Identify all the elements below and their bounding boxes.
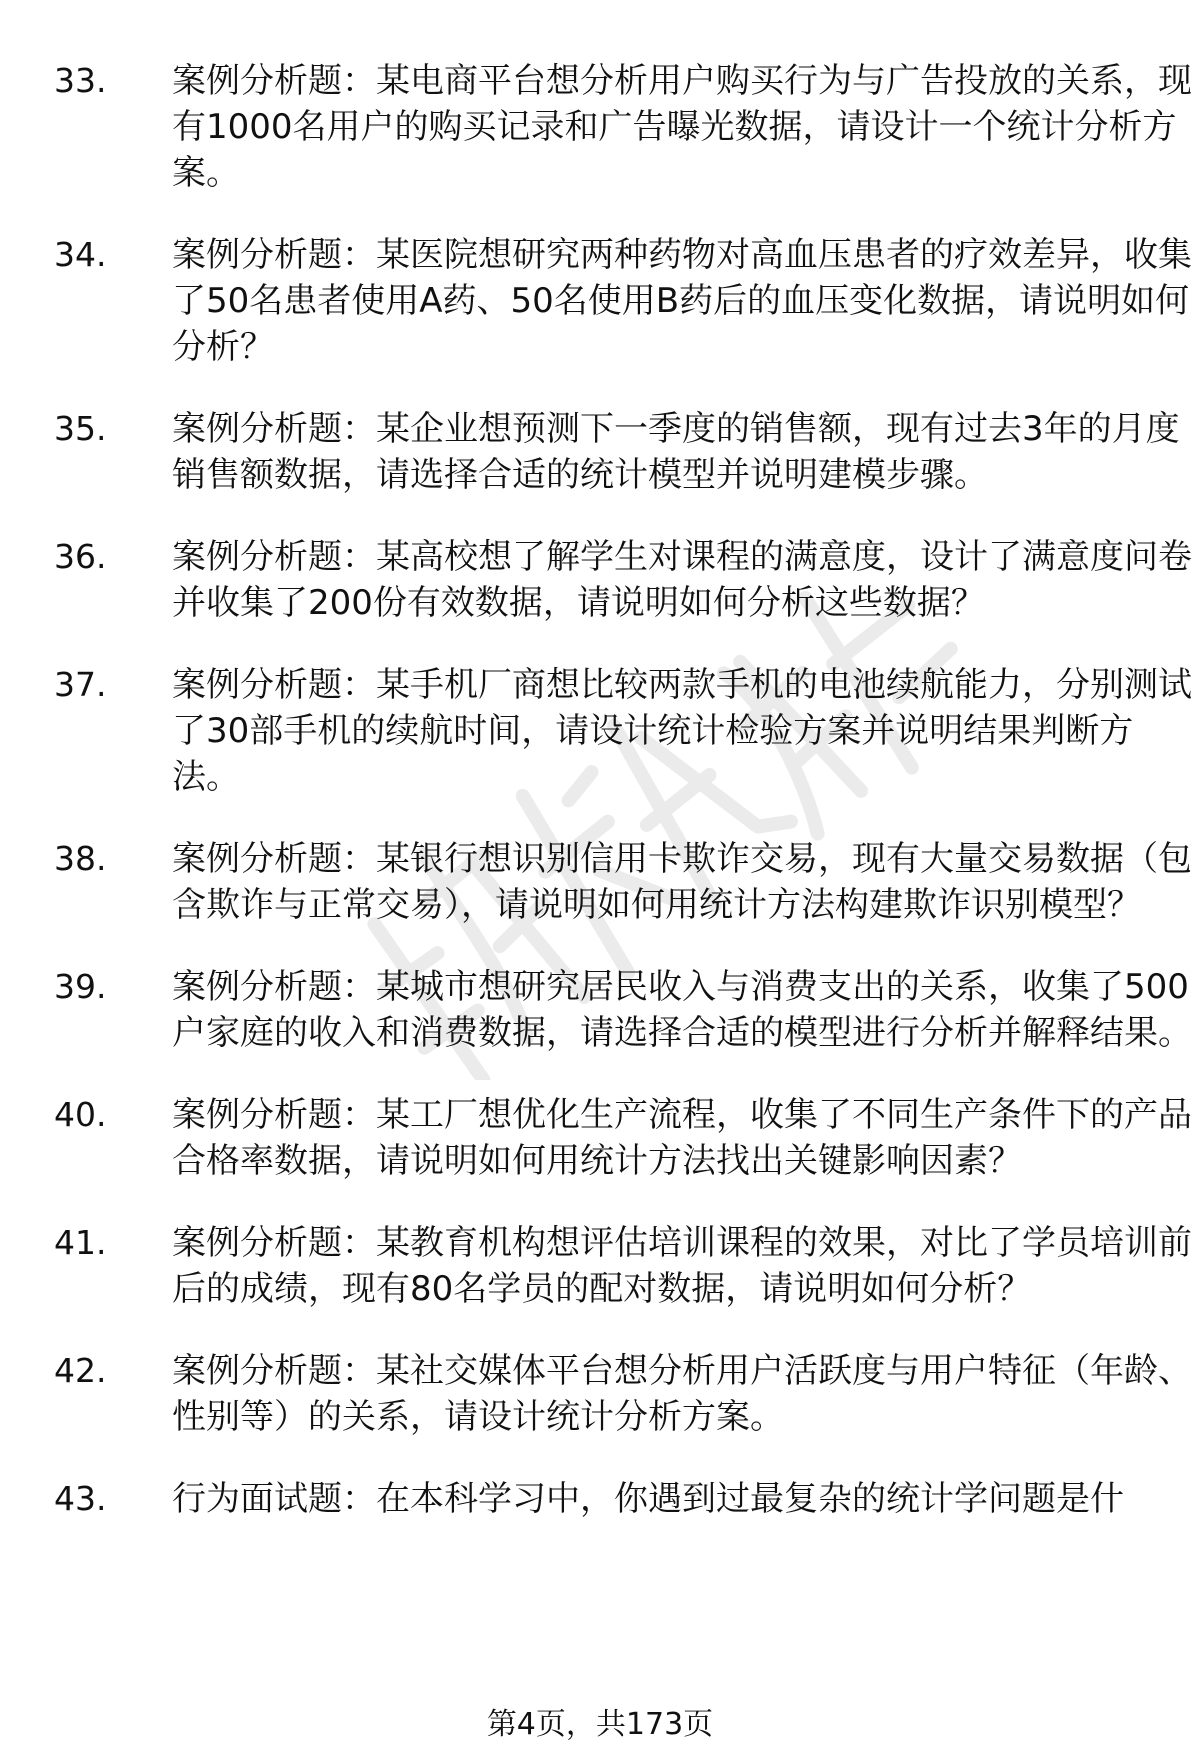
question-item bbox=[0, 1220, 1200, 1312]
question-item bbox=[0, 1476, 1200, 1522]
question-number: 34. bbox=[54, 235, 107, 274]
question-text: 案例分析题：某高校想了解学生对课程的满意度，设计了满意度问卷并收集了200份有效数据，请说明如何分析这些数据？ bbox=[172, 537, 1192, 623]
question-item bbox=[0, 964, 1200, 1056]
question-text: 案例分析题：某企业想预测下一季度的销售额，现有过去3年的月度销售额数据，请选择合适的统计模型并说明建模步骤。 bbox=[172, 409, 1180, 495]
question-item bbox=[0, 232, 1200, 370]
question-text: 案例分析题：某医院想研究两种药物对高血压患者的疗效差异，收集了50名患者使用A药、50名使用B药后的血压变化数据，请说明如何分析？ bbox=[172, 235, 1192, 367]
question-number: 39. bbox=[54, 967, 107, 1006]
question-item bbox=[0, 406, 1200, 498]
question-text: 案例分析题：某银行想识别信用卡欺诈交易，现有大量交易数据（包含欺诈与正常交易），请说明如何用统计方法构建欺诈识别模型？ bbox=[172, 839, 1192, 925]
question-list bbox=[0, 58, 1200, 1558]
question-text: 案例分析题：某教育机构想评估培训课程的效果，对比了学员培训前后的成绩，现有80名学员的配对数据，请说明如何分析？ bbox=[172, 1223, 1192, 1309]
question-number: 35. bbox=[54, 409, 107, 448]
question-number: 40. bbox=[54, 1095, 107, 1134]
question-item bbox=[0, 534, 1200, 626]
question-text: 行为面试题：在本科学习中，你遇到过最复杂的统计学问题是什 bbox=[172, 1479, 1124, 1519]
question-number: 43. bbox=[54, 1479, 107, 1518]
question-number: 41. bbox=[54, 1223, 107, 1262]
question-number: 37. bbox=[54, 665, 107, 704]
question-text: 案例分析题：某手机厂商想比较两款手机的电池续航能力，分别测试了30部手机的续航时间，请设计统计检验方案并说明结果判断方法。 bbox=[172, 665, 1192, 797]
question-item bbox=[0, 836, 1200, 928]
page-footer: 第4页，共173页 bbox=[486, 1707, 714, 1742]
question-text: 案例分析题：某社交媒体平台想分析用户活跃度与用户特征（年龄、性别等）的关系，请设计统计分析方案。 bbox=[172, 1351, 1192, 1437]
question-item bbox=[0, 58, 1200, 196]
question-text: 案例分析题：某城市想研究居民收入与消费支出的关系，收集了500户家庭的收入和消费数据，请选择合适的模型进行分析并解释结果。 bbox=[172, 967, 1192, 1053]
question-text: 案例分析题：某电商平台想分析用户购买行为与广告投放的关系，现有1000名用户的购买记录和广告曝光数据，请设计一个统计分析方案。 bbox=[172, 61, 1192, 193]
question-number: 42. bbox=[54, 1351, 107, 1390]
question-item bbox=[0, 1092, 1200, 1184]
question-number: 38. bbox=[54, 839, 107, 878]
question-number: 36. bbox=[54, 537, 107, 576]
question-item bbox=[0, 662, 1200, 800]
question-text: 案例分析题：某工厂想优化生产流程，收集了不同生产条件下的产品合格率数据，请说明如何用统计方法找出关键影响因素？ bbox=[172, 1095, 1192, 1181]
question-number: 33. bbox=[54, 61, 107, 100]
question-item bbox=[0, 1348, 1200, 1440]
